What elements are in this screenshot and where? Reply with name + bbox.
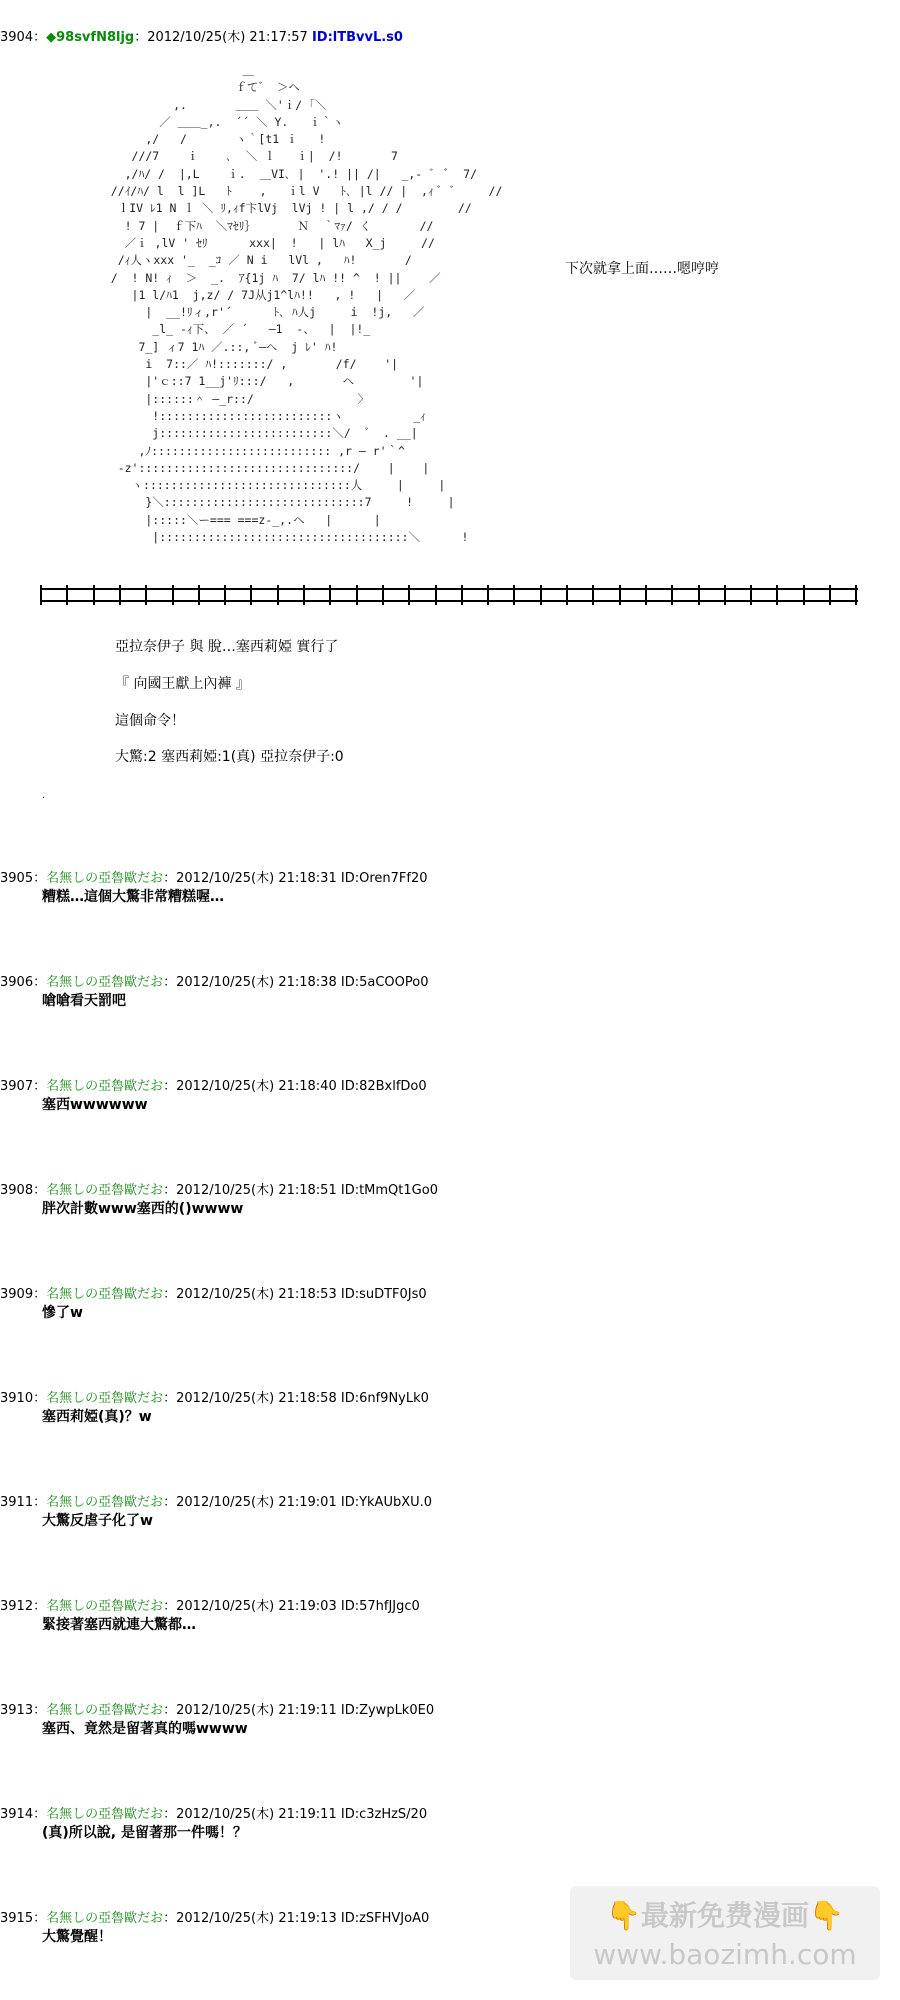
post-header (0, 971, 428, 990)
fence-post (119, 585, 121, 605)
aa-side-text: 下次就拿上面……嗯哼哼 (565, 261, 719, 277)
poster-id[interactable]: ID:YkAUbXU.0 (340, 1495, 433, 1510)
narration-line: 亞拉奈伊子 與 脫…塞西莉婭 實行了 (115, 639, 339, 655)
poster-id[interactable]: ID:Oren7Ff20 (340, 871, 428, 886)
poster-name[interactable]: 名無しの亞魯歐だお (46, 1807, 164, 1822)
post-number: 3913 (0, 1703, 34, 1718)
post-header (0, 1491, 432, 1510)
poster-name[interactable]: 名無しの亞魯歐だお (46, 1599, 164, 1614)
post-number: 3904 (0, 30, 34, 45)
post-date: ：2012/10/25(木) 21:18:38 (163, 975, 337, 990)
fence-post (750, 585, 752, 605)
post-date: ：2012/10/25(木) 21:18:40 (163, 1079, 337, 1094)
post-number: 3912 (0, 1599, 34, 1614)
post-body: 慘了w (42, 1305, 83, 1321)
watermark-banner (570, 1886, 880, 1980)
watermark-url: www.baozimh.com (593, 1938, 857, 1971)
fence-post (566, 585, 568, 605)
poster-name[interactable]: 名無しの亞魯歐だお (46, 975, 164, 990)
post-number: 3911 (0, 1495, 34, 1510)
post-date: ：2012/10/25(木) 21:18:58 (163, 1391, 337, 1406)
post-number: 3914 (0, 1807, 34, 1822)
post-separator: ： (33, 1183, 47, 1198)
fence-post (855, 585, 857, 605)
poster-id[interactable]: ID:5aCOOPo0 (340, 975, 429, 990)
post-separator: ： (33, 1287, 47, 1302)
post-separator: ： (33, 30, 47, 45)
poster-id[interactable]: ID:ZywpLk0E0 (340, 1703, 435, 1718)
post-header (0, 867, 427, 886)
poster-name[interactable]: 名無しの亞魯歐だお (46, 1391, 164, 1406)
poster-name[interactable]: 名無しの亞魯歐だお (46, 1079, 164, 1094)
post-number: 3906 (0, 975, 34, 990)
fence-post (461, 585, 463, 605)
poster-name[interactable]: 名無しの亞魯歐だお (46, 1495, 164, 1510)
fence-post (93, 585, 95, 605)
post-body: 緊接著塞西就連大驚都… (42, 1617, 196, 1633)
post-body: 塞西wwwwww (42, 1097, 148, 1113)
post-header (0, 1907, 429, 1926)
post-body: 胖次計數www塞西的()wwww (42, 1201, 244, 1217)
fence-post (224, 585, 226, 605)
poster-name[interactable]: 名無しの亞魯歐だお (46, 1911, 164, 1926)
fence-post (645, 585, 647, 605)
poster-id[interactable]: ID:c3zHzS/20 (340, 1807, 428, 1822)
watermark-title-text: 最新免费漫画 (640, 1899, 809, 1932)
poster-trip[interactable]: ◆98svfN8ljg (46, 30, 135, 45)
poster-id[interactable]: ID:lTBvvL.s0 (311, 30, 403, 45)
post-date: ：2012/10/25(木) 21:19:01 (163, 1495, 337, 1510)
post-body: 嗆嗆看天罰吧 (42, 993, 126, 1009)
fence-post (513, 585, 515, 605)
poster-name[interactable]: 名無しの亞魯歐だお (46, 871, 164, 886)
post-separator: ： (33, 1807, 47, 1822)
post-number: 3909 (0, 1287, 34, 1302)
post-date: ：2012/10/25(木) 21:19:03 (163, 1599, 337, 1614)
post-header (0, 1803, 427, 1822)
fence-post (724, 585, 726, 605)
post-separator: ： (33, 1495, 47, 1510)
fence-post (698, 585, 700, 605)
post-number: 3907 (0, 1079, 34, 1094)
fence-post (277, 585, 279, 605)
post-separator: ： (33, 1391, 47, 1406)
poster-id[interactable]: ID:zSFHVJoA0 (340, 1911, 430, 1926)
fence-post (619, 585, 621, 605)
poster-id[interactable]: ID:6nf9NyLk0 (340, 1391, 429, 1406)
fence-post (329, 585, 331, 605)
fence-post (540, 585, 542, 605)
pointing-hand-icon: 👇 (809, 1899, 844, 1932)
fence-post (487, 585, 489, 605)
post-header (0, 1283, 427, 1302)
narration-line: 這個命令！ (115, 713, 185, 729)
fence-post (408, 585, 410, 605)
poster-id[interactable]: ID:tMmQt1Go0 (340, 1183, 438, 1198)
fence-post (172, 585, 174, 605)
post-separator: ： (33, 1703, 47, 1718)
poster-id[interactable]: ID:57hfJJgc0 (340, 1599, 420, 1614)
post-body: 大驚反虐子化了w (42, 1513, 153, 1529)
fence-post (803, 585, 805, 605)
poster-name[interactable]: 名無しの亞魯歐だお (46, 1287, 164, 1302)
stray-dot: . (42, 790, 46, 801)
post-date: ：2012/10/25(木) 21:19:11 (163, 1703, 337, 1718)
post-header (0, 1387, 429, 1406)
post-header (0, 1075, 427, 1094)
fence-divider (40, 585, 858, 605)
ascii-art: ＿ ｆて゛ ＞へ ,. ＿＿ ＼'ｉ/ ｢＼ ／ ＿＿_,. ´´ ＼ Y. ｉ｀ヽ ,/ / ヽ｀[t1 ｉ ! ///7 ｉ ､ ＼ ｌ ｉ| /! 7 ,/ﾊ/ / |,L ｉ. ＿VI､ | '.! || /| _,- ゛ ﾞ 7/ //ｲ/ﾊ/ l l ]L ﾄ , ｉl V ﾄ､ |l // | ,ｨ ﾞ ゛ // ｌIV ﾚ1 N ｌ ＼ ﾘ,ｨf卞lVj lVj ! | l ,/ / / // ! 7 | ｆ下ﾊ ＼ﾏｾﾘ｝ Ｎ ｀ﾏｧ/ く // ／ｉ ,lV ' ｾﾘ xxx| ! | lﾊ X_j // /ｨ人ヽxxx '_ _ｺ ／ N i lVl , ﾊ! / / ! N! ｨ ＞ _. ｱ{1j ﾊ 7/ lﾊ !! ^ ! || ／ |1 l/ﾊ1 j,z/ / 7J从j1^lﾊ!! , ! | ／ | __!ﾘィ,r'´ ﾄ､ ﾊ人j i !j, ／ _l_ -ｨ下、 ／ ´ ―1 -、 | |!_ 7_] ィ7 1ﾊ ／.::, ﾞ―へ j ﾚ' ﾊ! i 7::／ ﾊ!:::::::/ , /f/ '| |'ｃ::7 1__j'ﾘ:::/ , ヘ '| |::::::＾ ―_r::/ 〉 !:::::::::::::::::::::::::ヽ _ｨ j:::::::::::::::::::::::::＼/ ゛ . __| ,ﾉ:::::::::::::::::::::::::: ,r ― r'｀^ -z':::::::::::::::::::::::::::::::/ | | ヽ::::::::::::::::::::::::::::::人 | | }＼:::::::::::::::::::::::::::::7 ! | |:::::＼ー=== ===z-_,.ヘ | | |::::::::::::::::::::::::::::::::::::＼ ! (110, 63, 503, 545)
fence-post (250, 585, 252, 605)
narration-line: 大驚:2 塞西莉婭:1(真) 亞拉奈伊子:0 (115, 749, 344, 765)
post-separator: ： (33, 975, 47, 990)
fence-post (356, 585, 358, 605)
post-header (0, 1699, 434, 1718)
post-date: ：2012/10/25(木) 21:18:51 (163, 1183, 337, 1198)
fence-post (435, 585, 437, 605)
narration-line: 『 向國王獻上內褲 』 (115, 676, 250, 692)
pointing-hand-icon: 👇 (606, 1899, 641, 1932)
post-header (0, 26, 403, 45)
fence-post (66, 585, 68, 605)
fence-post (592, 585, 594, 605)
fence-post (303, 585, 305, 605)
poster-name[interactable]: 名無しの亞魯歐だお (46, 1703, 164, 1718)
fence-post (829, 585, 831, 605)
post-body: 塞西莉婭(真)？w (42, 1409, 152, 1425)
post-separator: ： (33, 1599, 47, 1614)
fence-post (145, 585, 147, 605)
watermark-title (570, 1894, 880, 1934)
post-body: 糟糕…這個大驚非常糟糕喔… (42, 889, 224, 905)
post-date: ：2012/10/25(木) 21:18:31 (163, 871, 337, 886)
post-header (0, 1595, 420, 1614)
post-number: 3905 (0, 871, 34, 886)
fence-post (198, 585, 200, 605)
fence-post (776, 585, 778, 605)
poster-id[interactable]: ID:suDTF0Js0 (340, 1287, 427, 1302)
post-number: 3910 (0, 1391, 34, 1406)
fence-post (382, 585, 384, 605)
fence-post (40, 585, 42, 605)
post-body: 塞西、竟然是留著真的嗎wwww (42, 1721, 248, 1737)
post-body: (真)所以說, 是留著那一件嗎！？ (42, 1825, 247, 1841)
post-number: 3908 (0, 1183, 34, 1198)
poster-id[interactable]: ID:82BxlfDo0 (340, 1079, 427, 1094)
post-separator: ： (33, 1079, 47, 1094)
post-date: ：2012/10/25(木) 21:18:53 (163, 1287, 337, 1302)
post-number: 3915 (0, 1911, 34, 1926)
post-date: ：2012/10/25(木) 21:17:57 (134, 30, 308, 45)
post-header (0, 1179, 438, 1198)
post-date: ：2012/10/25(木) 21:19:13 (163, 1911, 337, 1926)
post-body: 大驚覺醒！ (42, 1929, 112, 1945)
post-separator: ： (33, 1911, 47, 1926)
fence-post (671, 585, 673, 605)
post-separator: ： (33, 871, 47, 886)
post-date: ：2012/10/25(木) 21:19:11 (163, 1807, 337, 1822)
poster-name[interactable]: 名無しの亞魯歐だお (46, 1183, 164, 1198)
